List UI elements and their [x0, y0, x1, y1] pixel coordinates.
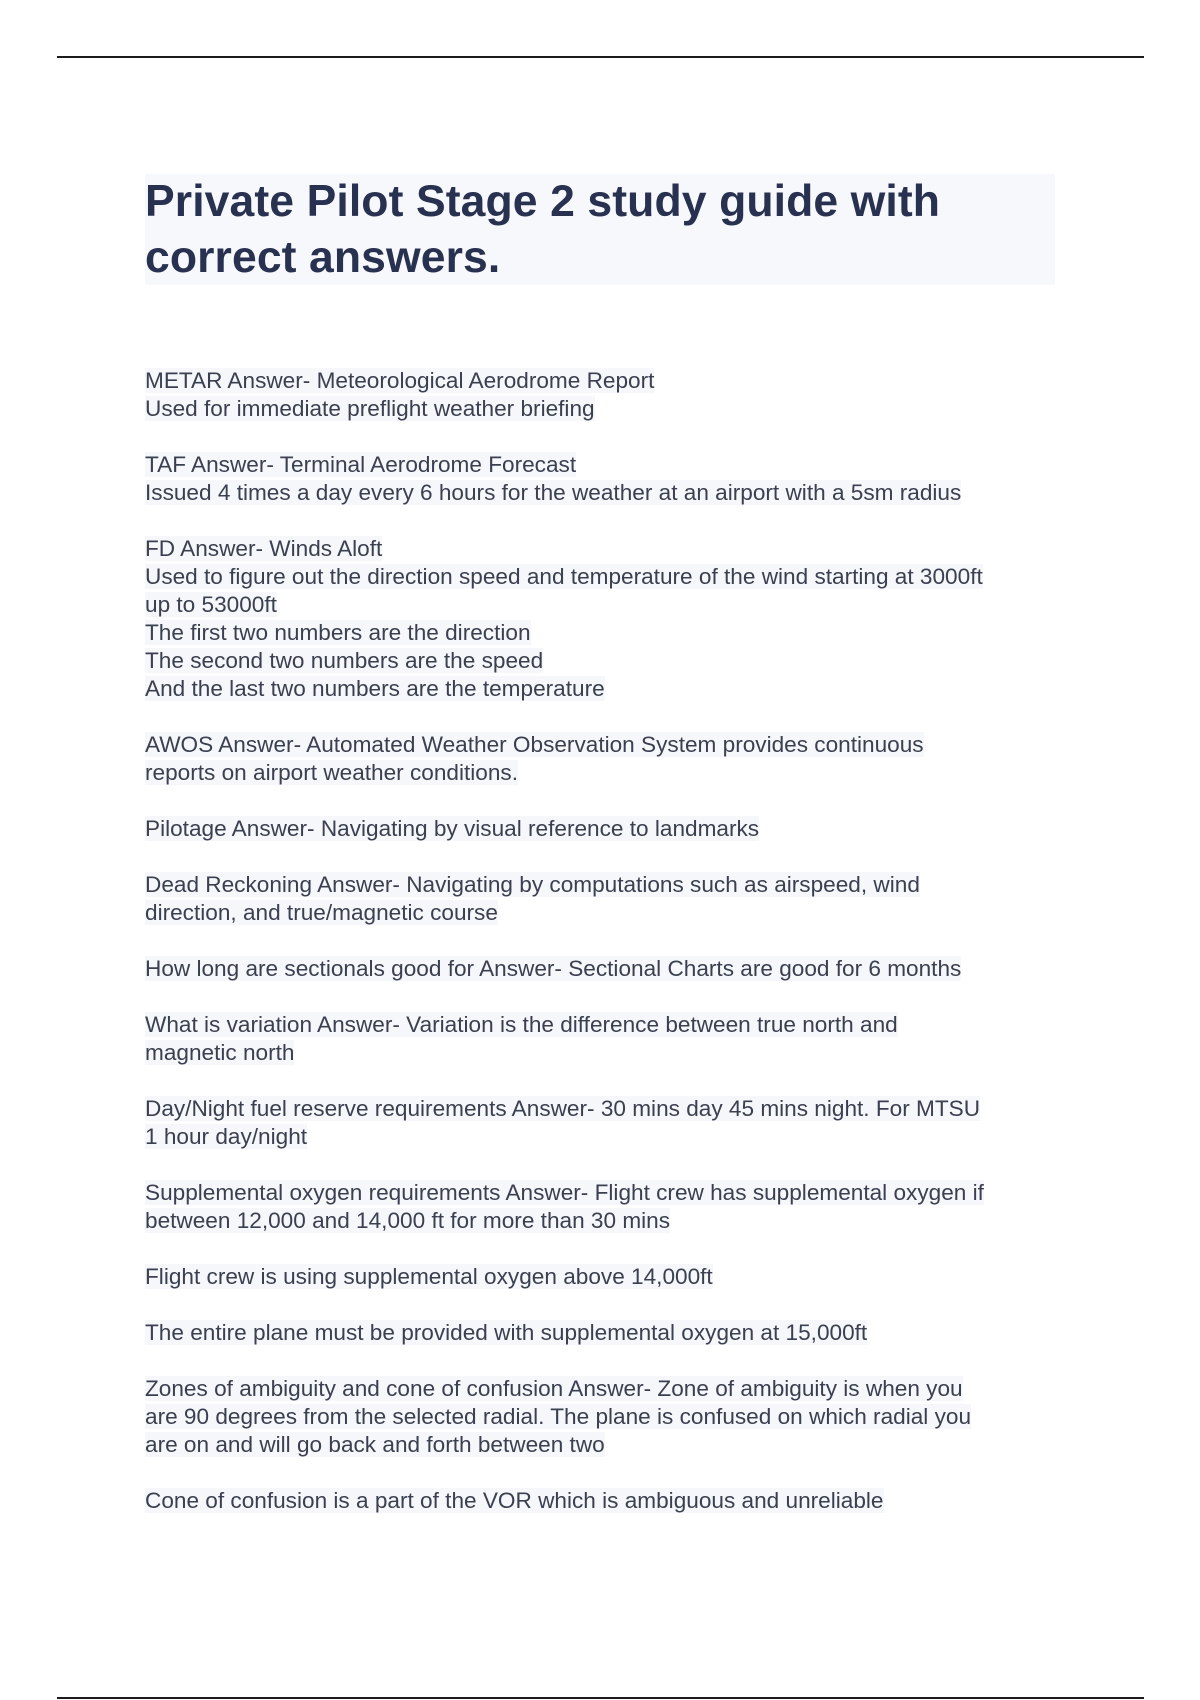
entry-line — [145, 1263, 1085, 1291]
entry-text: reports on airport weather conditions. — [145, 760, 518, 785]
entry-line — [145, 815, 1085, 843]
entry-line — [145, 591, 1085, 619]
entry-text: magnetic north — [145, 1040, 295, 1065]
study-entries — [145, 367, 1085, 1543]
qa-entry-taf — [145, 451, 1085, 507]
entry-text: up to 53000ft — [145, 592, 277, 617]
qa-entry-oxygen-crew — [145, 1263, 1085, 1291]
entry-text: Cone of confusion is a part of the VOR which is ambiguous and unreliable — [145, 1488, 884, 1513]
entry-line — [145, 675, 1085, 703]
qa-entry-awos — [145, 731, 1085, 787]
entry-line — [145, 731, 1085, 759]
title-line: Private Pilot Stage 2 study guide with — [145, 177, 941, 226]
entry-line — [145, 619, 1085, 647]
qa-entry-metar — [145, 367, 1085, 423]
entry-text: Zones of ambiguity and cone of confusion Answer- Zone of ambiguity is when you — [145, 1376, 963, 1401]
entry-line — [145, 1179, 1085, 1207]
entry-text: Flight crew is using supplemental oxygen above 14,000ft — [145, 1264, 713, 1289]
entry-line — [145, 955, 1085, 983]
entry-text: Used for immediate preflight weather briefing — [145, 396, 595, 421]
qa-entry-pilotage — [145, 815, 1085, 843]
entry-line — [145, 647, 1085, 675]
entry-line — [145, 367, 1085, 395]
entry-line — [145, 1375, 1085, 1403]
entry-text: FD Answer- Winds Aloft — [145, 536, 383, 561]
top-rule — [57, 56, 1144, 58]
entry-text: Issued 4 times a day every 6 hours for the weather at an airport with a 5sm radius — [145, 480, 962, 505]
entry-line — [145, 563, 1085, 591]
entry-text: between 12,000 and 14,000 ft for more than 30 mins — [145, 1208, 671, 1233]
entry-text: And the last two numbers are the temperature — [145, 676, 605, 701]
entry-line — [145, 395, 1085, 423]
qa-entry-fuel-reserve — [145, 1095, 1085, 1151]
entry-line — [145, 1487, 1085, 1515]
entry-text: AWOS Answer- Automated Weather Observation System provides continuous — [145, 732, 924, 757]
entry-text: Supplemental oxygen requirements Answer- Flight crew has supplemental oxygen if — [145, 1180, 984, 1205]
entry-text: are 90 degrees from the selected radial. The plane is confused on which radial you — [145, 1404, 972, 1429]
entry-text: The first two numbers are the direction — [145, 620, 531, 645]
entry-text: How long are sectionals good for Answer- Sectional Charts are good for 6 months — [145, 956, 962, 981]
entry-text: What is variation Answer- Variation is the difference between true north and — [145, 1012, 898, 1037]
entry-line — [145, 479, 1085, 507]
qa-entry-ambiguity — [145, 1375, 1085, 1459]
qa-entry-variation — [145, 1011, 1085, 1067]
entry-text: are on and will go back and forth between two — [145, 1432, 605, 1457]
entry-line — [145, 1039, 1085, 1067]
qa-entry-oxygen — [145, 1179, 1085, 1235]
document-title — [145, 174, 1055, 286]
entry-text: The entire plane must be provided with supplemental oxygen at 15,000ft — [145, 1320, 868, 1345]
entry-text: The second two numbers are the speed — [145, 648, 544, 673]
entry-line — [145, 451, 1085, 479]
entry-text: direction, and true/magnetic course — [145, 900, 498, 925]
qa-entry-dead-reckoning — [145, 871, 1085, 927]
title-line: correct answers. — [145, 233, 501, 282]
entry-line — [145, 759, 1085, 787]
entry-line — [145, 1431, 1085, 1459]
qa-entry-fd — [145, 535, 1085, 703]
entry-text: Pilotage Answer- Navigating by visual reference to landmarks — [145, 816, 760, 841]
qa-entry-cone-of-confusion — [145, 1487, 1085, 1515]
entry-text: TAF Answer- Terminal Aerodrome Forecast — [145, 452, 577, 477]
entry-text: METAR Answer- Meteorological Aerodrome Report — [145, 368, 655, 393]
entry-text: Day/Night fuel reserve requirements Answer- 30 mins day 45 mins night. For MTSU — [145, 1096, 981, 1121]
entry-line — [145, 871, 1085, 899]
entry-line — [145, 1403, 1085, 1431]
entry-text: 1 hour day/night — [145, 1124, 308, 1149]
entry-text: Dead Reckoning Answer- Navigating by computations such as airspeed, wind — [145, 872, 920, 897]
entry-line — [145, 1207, 1085, 1235]
entry-text: Used to figure out the direction speed and temperature of the wind starting at 3000ft — [145, 564, 983, 589]
title-block — [145, 174, 1055, 285]
qa-entry-sectionals — [145, 955, 1085, 983]
qa-entry-oxygen-plane — [145, 1319, 1085, 1347]
entry-line — [145, 899, 1085, 927]
entry-line — [145, 1011, 1085, 1039]
entry-line — [145, 1319, 1085, 1347]
entry-line — [145, 1123, 1085, 1151]
bottom-rule — [57, 1697, 1144, 1699]
entry-line — [145, 1095, 1085, 1123]
entry-line — [145, 535, 1085, 563]
